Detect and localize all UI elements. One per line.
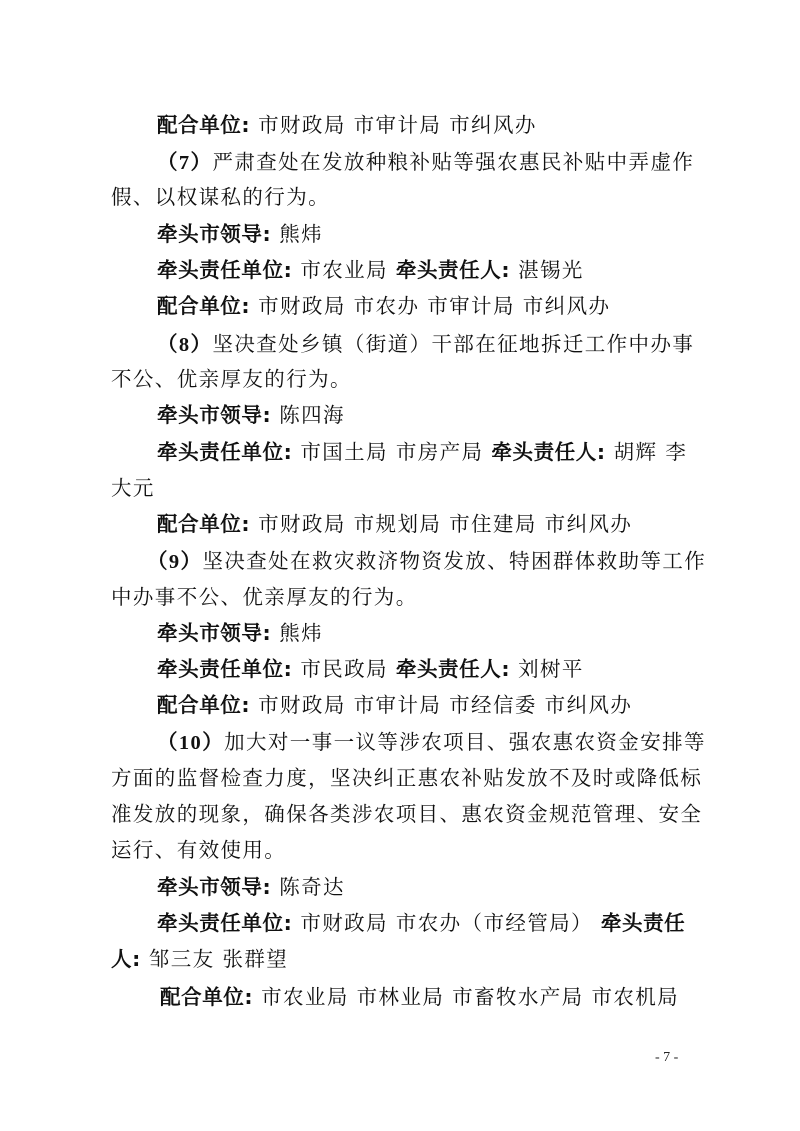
cooperating-units-label: 配合单位: <box>157 512 251 536</box>
item-text: 严肃查处在发放种粮补贴等强农惠民补贴中弄虚作 <box>212 150 695 174</box>
cooperating-units-value: 市财政局 市审计局 市经信委 市纠风办 <box>258 693 633 717</box>
item-text: 方面的监督检查力度，坚决纠正惠农补贴发放不及时或降低标 <box>111 766 703 790</box>
item-number: （8） <box>157 334 213 356</box>
lead-unit-value: 市国土局 市房产局 <box>300 440 484 464</box>
cooperating-units-line <box>160 983 679 1011</box>
item-10-continuation <box>111 800 702 828</box>
lead-leader-value: 陈四海 <box>279 403 345 427</box>
lead-unit-line <box>157 256 584 284</box>
cooperating-units-label: 配合单位: <box>157 113 251 137</box>
cooperating-units-line <box>157 691 632 719</box>
item-text: 中办事不公、优亲厚友的行为。 <box>111 585 418 609</box>
lead-unit-value: 市财政局 市农办（市经管局） <box>300 911 593 935</box>
lead-leader-line <box>157 401 345 429</box>
lead-leader-line <box>157 220 323 248</box>
cooperating-units-line <box>157 510 632 538</box>
item-10-continuation <box>111 764 702 792</box>
item-text: 加大对一事一议等涉农项目、强农惠农资金安排等 <box>224 730 706 754</box>
cooperating-units-label: 配合单位: <box>157 294 251 318</box>
item-text: 不公、优亲厚友的行为。 <box>111 367 352 391</box>
item-text: 运行、有效使用。 <box>111 838 287 862</box>
lead-leader-label: 牵头市领导: <box>157 403 272 427</box>
item-7-continuation <box>111 183 330 211</box>
item-8-heading <box>157 330 694 359</box>
cooperating-units-label: 配合单位: <box>160 985 254 1009</box>
lead-leader-label: 牵头市领导: <box>157 222 272 246</box>
lead-unit-line <box>157 438 687 466</box>
lead-person-label: 牵头责任人: <box>395 258 511 282</box>
lead-person-continuation <box>111 474 155 502</box>
item-number: （9） <box>147 551 203 573</box>
item-text: 准发放的现象，确保各类涉农项目、惠农资金规范管理、安全 <box>111 802 703 826</box>
cooperating-units-value: 市财政局 市农办 市审计局 市纠风办 <box>258 294 611 318</box>
cooperating-units-line <box>157 111 537 139</box>
lead-leader-value: 熊炜 <box>279 222 324 246</box>
lead-person-label: 牵头责任人: <box>395 657 511 681</box>
lead-leader-value: 陈奇达 <box>279 875 345 899</box>
lead-person-value: 大元 <box>111 476 155 500</box>
lead-unit-label: 牵头责任单位: <box>157 657 293 681</box>
lead-person-value: 刘树平 <box>518 657 584 681</box>
lead-person-line <box>111 945 288 973</box>
lead-person-value: 邹三友 张群望 <box>148 947 289 971</box>
lead-leader-value: 熊炜 <box>279 621 324 645</box>
lead-unit-value: 市民政局 <box>300 657 388 681</box>
lead-person-label: 人: <box>111 947 141 971</box>
lead-unit-label: 牵头责任单位: <box>157 911 293 935</box>
lead-unit-line <box>157 909 685 937</box>
lead-leader-label: 牵头市领导: <box>157 875 272 899</box>
item-8-continuation <box>111 365 352 393</box>
item-9-heading <box>147 547 706 576</box>
lead-unit-label: 牵头责任单位: <box>157 258 293 282</box>
cooperating-units-value: 市财政局 市规划局 市住建局 市纠风办 <box>258 512 633 536</box>
item-9-continuation <box>111 583 418 611</box>
lead-unit-label: 牵头责任单位: <box>157 440 293 464</box>
lead-unit-line <box>157 655 584 683</box>
cooperating-units-value: 市农业局 市林业局 市畜牧水产局 市农机局 <box>261 985 680 1009</box>
lead-leader-line <box>157 873 345 901</box>
item-10-heading <box>157 728 706 757</box>
lead-person-label: 牵头责任 <box>600 911 686 935</box>
lead-person-value: 胡辉 李 <box>613 440 688 464</box>
cooperating-units-label: 配合单位: <box>157 693 251 717</box>
item-text: 坚决查处在救灾救济物资发放、特困群体救助等工作 <box>202 549 707 573</box>
lead-leader-label: 牵头市领导: <box>157 621 272 645</box>
item-text: 假、以权谋私的行为。 <box>111 185 330 209</box>
lead-person-value: 湛锡光 <box>518 258 584 282</box>
lead-person-label: 牵头责任人: <box>491 440 606 464</box>
page-number: - 7 - <box>655 1050 679 1065</box>
item-number: （7） <box>157 152 213 174</box>
item-text: 坚决查处乡镇（街道）干部在征地拆迁工作中办事 <box>212 332 695 356</box>
lead-unit-value: 市农业局 <box>300 258 388 282</box>
cooperating-units-line <box>157 292 610 320</box>
cooperating-units-value: 市财政局 市审计局 市纠风办 <box>258 113 537 137</box>
item-number: （10） <box>157 732 225 754</box>
lead-leader-line <box>157 619 323 647</box>
item-10-continuation <box>111 836 286 864</box>
item-7-heading <box>157 148 694 177</box>
